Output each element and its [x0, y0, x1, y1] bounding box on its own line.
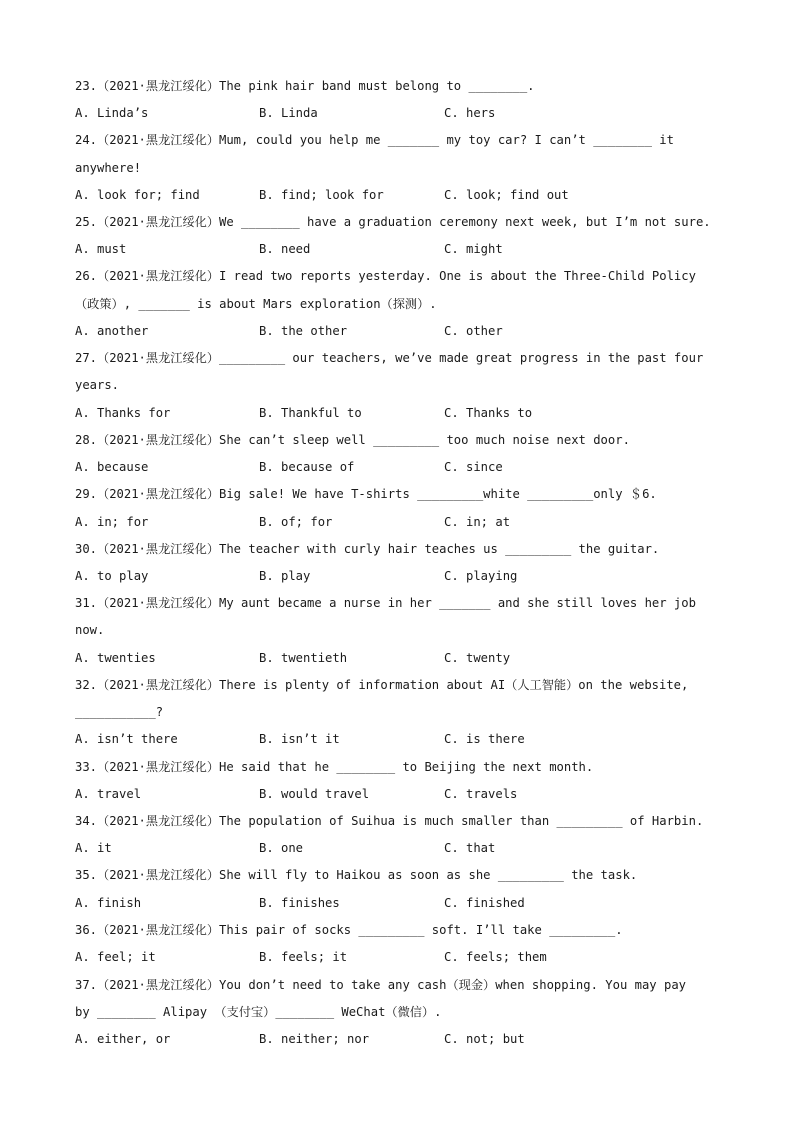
q29-option-a: A. in; for [75, 515, 149, 529]
q27-option-b: B. Thankful to [259, 406, 362, 420]
q26-option-a: A. another [75, 324, 149, 338]
question-31-text: 31.（2021·黑龙江绥化）My aunt became a nurse in her _______ and she still loves her job [75, 596, 696, 610]
q24-option-b: B. find; look for [259, 188, 384, 202]
q29-option-c: C. in; at [444, 515, 511, 529]
q35-option-a: A. finish [75, 896, 142, 910]
q29-option-b: B. of; for [259, 515, 333, 529]
q36-option-c: C. feels; them [444, 950, 547, 964]
q30-option-b: B. play [259, 569, 311, 583]
q28-option-a: A. because [75, 460, 149, 474]
question-36-text: 36.（2021·黑龙江绥化）This pair of socks _________ soft. I’ll take _________. [75, 923, 623, 937]
q25-option-a: A. must [75, 242, 127, 256]
q31-option-c: C. twenty [444, 651, 511, 665]
q30-option-a: A. to play [75, 569, 149, 583]
question-37-text: 37.（2021·黑龙江绥化）You don’t need to take any cash（现金）when shopping. You may pay [75, 978, 686, 992]
question-37-text-cont: by ________ Alipay （支付宝）________ WeChat（微信）. [75, 1005, 442, 1019]
question-28-text: 28.（2021·黑龙江绥化）She can’t sleep well _________ too much noise next door. [75, 433, 630, 447]
q34-option-a: A. it [75, 841, 112, 855]
question-34-text: 34.（2021·黑龙江绥化）The population of Suihua is much smaller than _________ of Harbin. [75, 814, 704, 828]
q37-option-c: C. not; but [444, 1032, 525, 1046]
q36-option-b: B. feels; it [259, 950, 348, 964]
q23-option-a: A. Linda’s [75, 106, 149, 120]
q24-option-c: C. look; find out [444, 188, 569, 202]
q31-option-a: A. twenties [75, 651, 156, 665]
q25-option-c: C. might [444, 242, 503, 256]
question-23-text: 23.（2021·黑龙江绥化）The pink hair band must belong to ________. [75, 79, 535, 93]
q28-option-b: B. because of [259, 460, 355, 474]
q33-option-b: B. would travel [259, 787, 370, 801]
question-33-text: 33.（2021·黑龙江绥化）He said that he ________ to Beijing the next month. [75, 760, 594, 774]
question-24-text-cont: anywhere! [75, 161, 142, 175]
q33-option-c: C. travels [444, 787, 518, 801]
q34-option-c: C. that [444, 841, 496, 855]
q28-option-c: C. since [444, 460, 503, 474]
question-26-text-cont: （政策）, _______ is about Mars exploration（探测）. [75, 297, 437, 311]
question-27-text-cont: years. [75, 378, 120, 392]
q37-option-a: A. either, or [75, 1032, 171, 1046]
q37-option-b: B. neither; nor [259, 1032, 370, 1046]
q25-option-b: B. need [259, 242, 311, 256]
question-24-text: 24.（2021·黑龙江绥化）Mum, could you help me _______ my toy car? I can’t ________ it [75, 133, 674, 147]
q33-option-a: A. travel [75, 787, 142, 801]
question-25-text: 25.（2021·黑龙江绥化）We ________ have a graduation ceremony next week, but I’m not sure. [75, 215, 711, 229]
question-26-text: 26.（2021·黑龙江绥化）I read two reports yesterday. One is about the Three-Child Policy [75, 269, 696, 283]
q35-option-b: B. finishes [259, 896, 340, 910]
q32-option-c: C. is there [444, 732, 525, 746]
question-29-text: 29.（2021·黑龙江绥化）Big sale! We have T-shirts _________white _________only ＄6. [75, 487, 657, 501]
question-32-text-cont: ___________? [75, 705, 164, 719]
q27-option-a: A. Thanks for [75, 406, 171, 420]
question-27-text: 27.（2021·黑龙江绥化）_________ our teachers, we’ve made great progress in the past four [75, 351, 704, 365]
question-30-text: 30.（2021·黑龙江绥化）The teacher with curly hair teaches us _________ the guitar. [75, 542, 660, 556]
question-31-text-cont: now. [75, 623, 105, 637]
q24-option-a: A. look for; find [75, 188, 200, 202]
q34-option-b: B. one [259, 841, 304, 855]
question-32-text: 32.（2021·黑龙江绥化）There is plenty of information about AI（人工智能）on the website, [75, 678, 689, 692]
q30-option-c: C. playing [444, 569, 518, 583]
q23-option-c: C. hers [444, 106, 496, 120]
q31-option-b: B. twentieth [259, 651, 348, 665]
q26-option-b: B. the other [259, 324, 348, 338]
q23-option-b: B. Linda [259, 106, 318, 120]
q32-option-b: B. isn’t it [259, 732, 340, 746]
q27-option-c: C. Thanks to [444, 406, 533, 420]
q35-option-c: C. finished [444, 896, 525, 910]
q32-option-a: A. isn’t there [75, 732, 178, 746]
q26-option-c: C. other [444, 324, 503, 338]
question-35-text: 35.（2021·黑龙江绥化）She will fly to Haikou as soon as she _________ the task. [75, 868, 638, 882]
q36-option-a: A. feel; it [75, 950, 156, 964]
